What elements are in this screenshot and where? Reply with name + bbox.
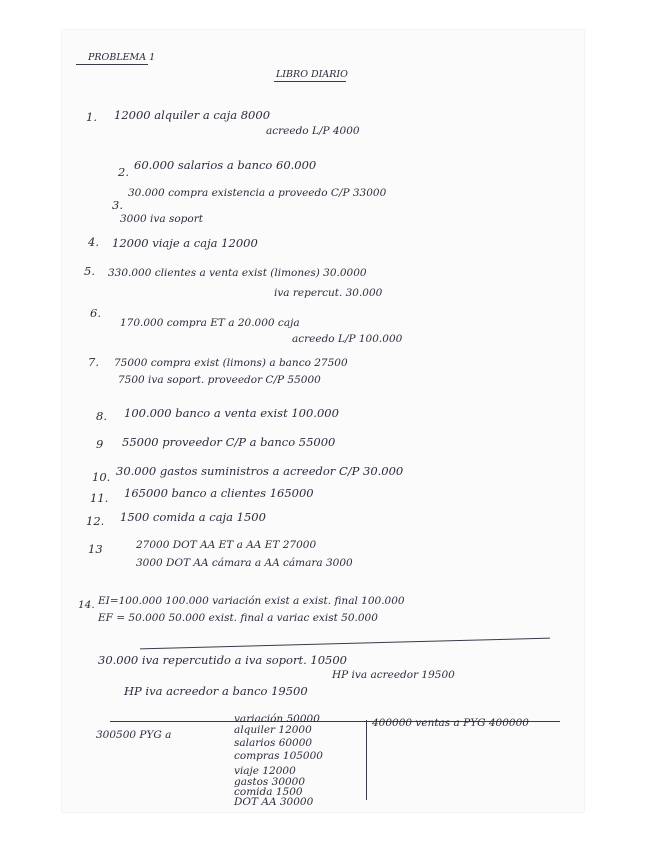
entry-line: 3000 DOT AA cámara a AA cámara 3000 — [136, 557, 353, 569]
entry-line: 3000 iva soport — [120, 213, 203, 225]
title-underline — [76, 64, 148, 65]
entry-line: 165000 banco a clientes 165000 — [124, 486, 314, 500]
entry-line: 12000 viaje a caja 12000 — [112, 236, 258, 250]
entry-line: 30.000 gastos suministros a acreedor C/P 30.000 — [116, 464, 404, 478]
pyg-item: comida 1500 — [234, 786, 303, 798]
entry-number: 6. — [90, 306, 101, 320]
journal-title: LIBRO DIARIO — [276, 69, 348, 80]
pyg-item: DOT AA 30000 — [234, 796, 314, 808]
entry-number: 4. — [88, 235, 99, 249]
entry-line: 7500 iva soport. proveedor C/P 55000 — [118, 374, 321, 386]
pyg-item: variación 50000 — [234, 713, 320, 725]
entry-number: 2. — [118, 165, 129, 179]
pyg-item: compras 105000 — [234, 750, 323, 762]
notebook-page — [62, 30, 584, 812]
entry-number: 3. — [112, 198, 123, 212]
entry-line: 60.000 salarios a banco 60.000 — [134, 158, 317, 172]
entry-line: acreedo L/P 100.000 — [292, 333, 403, 345]
entry-line: 170.000 compra ET a 20.000 caja — [120, 317, 300, 329]
separator-line — [140, 638, 550, 650]
entry-line: EF = 50.000 50.000 exist. final a variac exist 50.000 — [98, 612, 378, 624]
entry-line: 30.000 compra existencia a proveedo C/P 33000 — [128, 187, 387, 199]
entry-number: 1. — [86, 110, 97, 124]
pyg-item: alquiler 12000 — [234, 724, 312, 736]
entry-number: 14. — [78, 599, 95, 611]
entry-number: 8. — [96, 409, 107, 423]
entry-number: 13 — [88, 542, 103, 556]
entry-line: 27000 DOT AA ET a AA ET 27000 — [136, 539, 317, 551]
entry-number: 5. — [84, 264, 95, 278]
problem-title: PROBLEMA 1 — [88, 52, 156, 63]
entry-line: acreedo L/P 4000 — [266, 125, 360, 137]
entry-line: 55000 proveedor C/P a banco 55000 — [122, 435, 336, 449]
entry-line: 12000 alquiler a caja 8000 — [114, 108, 271, 122]
iva-line: HP iva acreedor 19500 — [332, 669, 455, 681]
entry-number: 11. — [90, 491, 109, 505]
entry-number: 12. — [86, 514, 105, 528]
entry-number: 9 — [96, 437, 104, 451]
iva-line: 30.000 iva repercutido a iva soport. 10500 — [98, 653, 347, 667]
journal-underline — [274, 81, 346, 82]
entry-line: iva repercut. 30.000 — [274, 287, 383, 299]
entry-line: EI=100.000 100.000 variación exist a exist. final 100.000 — [98, 595, 405, 607]
t-account-divider — [366, 720, 367, 800]
pyg-right: 400000 ventas a PYG 400000 — [372, 717, 529, 729]
entry-line: 100.000 banco a venta exist 100.000 — [124, 406, 339, 420]
entry-number: 7. — [88, 355, 99, 369]
entry-line: 1500 comida a caja 1500 — [120, 510, 266, 524]
entry-line: 330.000 clientes a venta exist (limones) 30.0000 — [108, 267, 367, 279]
pyg-item: salarios 60000 — [234, 737, 313, 749]
pyg-left: 300500 PYG a — [96, 729, 172, 741]
pyg-item: gastos 30000 — [234, 776, 306, 788]
iva-line: HP iva acreedor a banco 19500 — [124, 684, 308, 698]
entry-number: 10. — [92, 470, 111, 484]
pyg-item: viaje 12000 — [234, 765, 296, 777]
entry-line: 75000 compra exist (limons) a banco 27500 — [114, 357, 348, 369]
